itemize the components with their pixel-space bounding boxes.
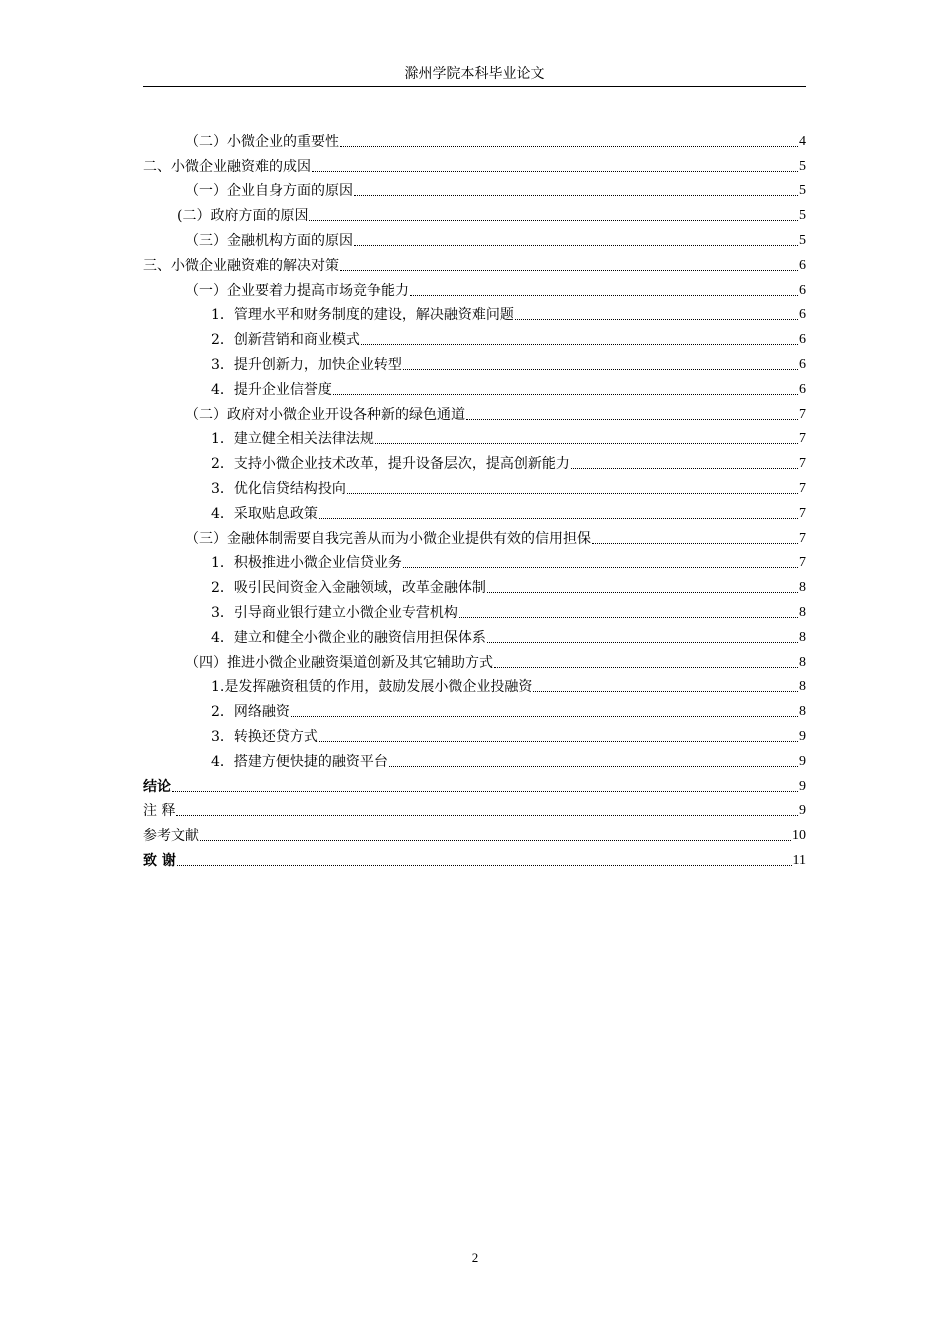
toc-entry-page: 7 <box>799 530 806 546</box>
toc-dot-leader <box>340 145 798 147</box>
toc-entry-title: 1．积极推进小微企业信贷业务 <box>211 555 402 572</box>
toc-entry[interactable] <box>143 126 806 151</box>
toc-entry-title: 4．提升企业信誉度 <box>211 381 332 398</box>
toc-entry-page: 9 <box>799 803 806 819</box>
toc-entry[interactable] <box>143 696 806 721</box>
toc-dot-leader <box>354 244 798 246</box>
toc-entry-title: 2．创新营销和商业模式 <box>211 332 360 349</box>
toc-entry[interactable] <box>143 448 806 473</box>
toc-entry-page: 7 <box>799 406 806 422</box>
toc-entry-page: 6 <box>799 332 806 348</box>
toc-entry[interactable] <box>143 225 806 250</box>
page-number: 2 <box>471 1250 479 1265</box>
toc-dot-leader <box>319 740 798 742</box>
toc-entry-page: 9 <box>799 753 806 769</box>
toc-entry[interactable] <box>143 399 806 424</box>
toc-entry-title: （四）推进小微企业融资渠道创新及其它辅助方式 <box>185 654 493 671</box>
toc-entry[interactable] <box>143 473 806 498</box>
toc-entry-page: 6 <box>799 257 806 273</box>
toc-entry-title: 参考文献 <box>143 828 199 845</box>
toc-entry-title: （三）金融机构方面的原因 <box>185 232 353 249</box>
toc-entry-title: 二、小微企业融资难的成因 <box>143 158 311 175</box>
toc-entry-title: 1．建立健全相关法律法规 <box>211 431 374 448</box>
toc-entry[interactable] <box>143 820 806 845</box>
toc-dot-leader <box>533 690 798 692</box>
toc-entry-title: 3．提升创新力，加快企业转型 <box>211 356 402 373</box>
toc-entry[interactable] <box>143 498 806 523</box>
toc-entry-title: （三）金融体制需要自我完善从而为小微企业提供有效的信用担保 <box>185 530 591 547</box>
toc-entry[interactable] <box>143 597 806 622</box>
toc-entry-page: 11 <box>792 852 806 868</box>
toc-dot-leader <box>177 864 792 866</box>
table-of-contents <box>143 126 806 870</box>
toc-entry-page: 5 <box>799 183 806 199</box>
toc-entry-title: 2．吸引民间资金入金融领域，改革金融体制 <box>211 580 486 597</box>
toc-dot-leader <box>319 517 798 519</box>
toc-entry-title: 3．引导商业银行建立小微企业专营机构 <box>211 604 458 621</box>
toc-entry-page: 8 <box>799 580 806 596</box>
toc-entry-title: 结论 <box>143 778 171 795</box>
toc-entry-title: 2．支持小微企业技术改革，提升设备层次，提高创新能力 <box>211 456 570 473</box>
toc-dot-leader <box>487 591 798 593</box>
toc-entry-page: 7 <box>799 555 806 571</box>
toc-entry-title: 3．转换还贷方式 <box>211 728 318 745</box>
toc-entry[interactable] <box>143 721 806 746</box>
toc-entry-page: 9 <box>799 778 806 794</box>
toc-dot-leader <box>309 219 798 221</box>
toc-entry-page: 8 <box>799 704 806 720</box>
toc-entry[interactable] <box>143 622 806 647</box>
toc-entry[interactable] <box>143 647 806 672</box>
toc-dot-leader <box>487 641 798 643</box>
toc-entry-page: 5 <box>799 232 806 248</box>
toc-dot-leader <box>375 442 798 444</box>
toc-entry[interactable] <box>143 200 806 225</box>
toc-entry-title: 1.是发挥融资租赁的作用，鼓励发展小微企业投融资 <box>211 679 533 696</box>
page-header <box>143 64 806 87</box>
toc-entry[interactable] <box>143 349 806 374</box>
toc-entry-title: 4．建立和健全小微企业的融资信用担保体系 <box>211 629 486 646</box>
toc-entry-title: （一）企业要着力提高市场竞争能力 <box>185 282 409 299</box>
toc-entry-title: (二）政府方面的原因 <box>177 208 309 225</box>
toc-dot-leader <box>361 343 798 345</box>
toc-entry[interactable] <box>143 424 806 449</box>
toc-entry-page: 6 <box>799 282 806 298</box>
toc-entry-page: 8 <box>799 604 806 620</box>
toc-entry-page: 6 <box>799 307 806 323</box>
toc-dot-leader <box>515 318 798 320</box>
toc-entry-title: （二）政府对小微企业开设各种新的绿色通道 <box>185 406 465 423</box>
toc-entry-page: 8 <box>799 654 806 670</box>
toc-dot-leader <box>333 393 798 395</box>
toc-entry-title: 1．管理水平和财务制度的建设，解决融资难问题 <box>211 307 514 324</box>
toc-dot-leader <box>347 492 798 494</box>
toc-entry[interactable] <box>143 523 806 548</box>
toc-dot-leader <box>291 715 798 717</box>
toc-dot-leader <box>312 170 798 172</box>
toc-dot-leader <box>592 542 798 544</box>
toc-entry[interactable] <box>143 176 806 201</box>
toc-entry-page: 8 <box>799 679 806 695</box>
toc-entry[interactable] <box>143 548 806 573</box>
toc-entry-title: （一）企业自身方面的原因 <box>185 183 353 200</box>
toc-entry-page: 7 <box>799 480 806 496</box>
toc-dot-leader <box>494 666 798 668</box>
toc-dot-leader <box>459 616 798 618</box>
toc-entry[interactable] <box>143 845 806 870</box>
toc-entry-page: 7 <box>799 505 806 521</box>
toc-entry-title: 致 谢 <box>143 852 176 869</box>
toc-entry-page: 8 <box>799 629 806 645</box>
toc-entry-page: 9 <box>799 728 806 744</box>
toc-entry-page: 4 <box>799 133 806 149</box>
toc-dot-leader <box>403 368 798 370</box>
toc-dot-leader <box>340 269 798 271</box>
toc-entry[interactable] <box>143 300 806 325</box>
toc-entry[interactable] <box>143 374 806 399</box>
toc-entry[interactable] <box>143 796 806 821</box>
toc-entry[interactable] <box>143 151 806 176</box>
toc-dot-leader <box>466 418 798 420</box>
toc-entry[interactable] <box>143 572 806 597</box>
toc-entry-page: 6 <box>799 356 806 372</box>
toc-dot-leader <box>200 839 791 841</box>
toc-entry[interactable] <box>143 324 806 349</box>
toc-dot-leader <box>176 814 798 816</box>
toc-entry-title: 4．采取贴息政策 <box>211 505 318 522</box>
toc-entry-page: 7 <box>799 431 806 447</box>
toc-entry[interactable] <box>143 746 806 771</box>
toc-entry[interactable] <box>143 275 806 300</box>
toc-dot-leader <box>389 765 798 767</box>
toc-entry[interactable] <box>143 672 806 697</box>
toc-entry-page: 5 <box>799 158 806 174</box>
toc-entry-page: 10 <box>792 828 806 844</box>
toc-dot-leader <box>172 790 798 792</box>
toc-entry-page: 7 <box>799 456 806 472</box>
toc-dot-leader <box>354 194 798 196</box>
toc-entry[interactable] <box>143 250 806 275</box>
toc-entry-title: 3．优化信贷结构投向 <box>211 480 346 497</box>
toc-entry-title: 三、小微企业融资难的解决对策 <box>143 257 339 274</box>
toc-dot-leader <box>571 467 798 469</box>
toc-entry-title: 4．搭建方便快捷的融资平台 <box>211 753 388 770</box>
header-title: 滁州学院本科毕业论文 <box>404 66 545 82</box>
toc-entry-page: 5 <box>799 208 806 224</box>
toc-entry-title: （二）小微企业的重要性 <box>185 133 339 150</box>
toc-entry-title: 2．网络融资 <box>211 704 290 721</box>
toc-entry-page: 6 <box>799 381 806 397</box>
toc-entry[interactable] <box>143 771 806 796</box>
toc-dot-leader <box>410 294 798 296</box>
toc-entry-title: 注 释 <box>143 803 176 820</box>
toc-dot-leader <box>403 566 798 568</box>
